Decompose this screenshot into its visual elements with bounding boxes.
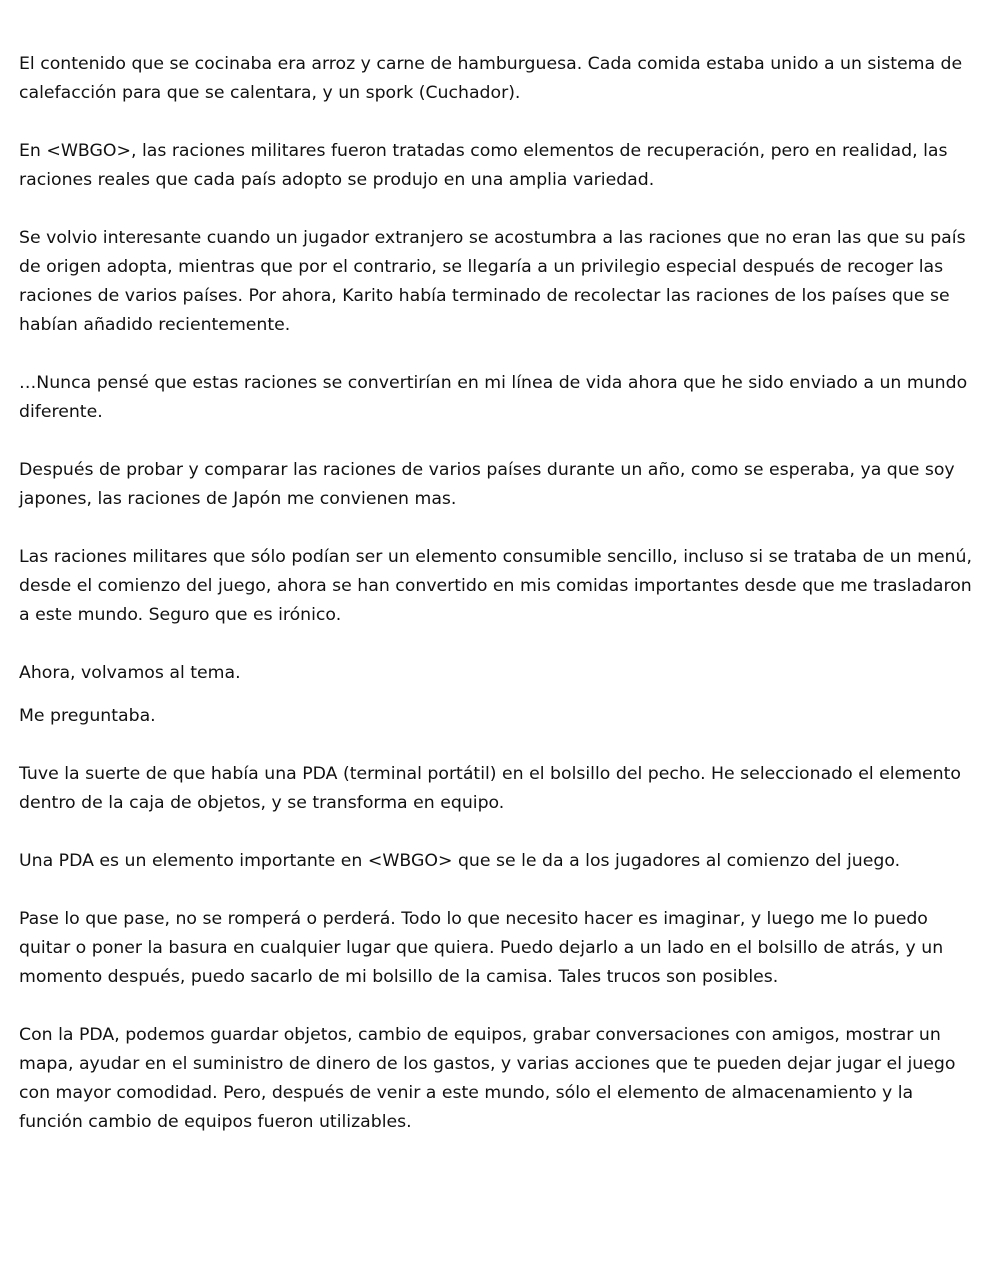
paragraph: …Nunca pensé que estas raciones se convertirían en mi línea de vida ahora que he sido enviado a un mundo diferente. <box>19 373 968 422</box>
paragraph: Una PDA es un elemento importante en <WBGO> que se le da a los jugadores al comienzo del juego. <box>19 851 901 871</box>
document-body <box>19 50 981 1166</box>
paragraph: Tuve la suerte de que había una PDA (terminal portátil) en el bolsillo del pecho. He seleccionado el elemento dentro de la caja de objetos, y se transforma en equipo. <box>19 764 961 813</box>
paragraph: Las raciones militares que sólo podían ser un elemento consumible sencillo, incluso si se trataba de un menú, desde el comienzo del juego, ahora se han convertido en mis comidas importantes desde que me trasladaron a este mundo. Seguro que es irónico. <box>19 547 972 625</box>
paragraph: Se volvio interesante cuando un jugador extranjero se acostumbra a las raciones que no eran las que su país de origen adopta, mientras que por el contrario, se llegaría a un privilegio especial después de recoger las raciones de varios países. Por ahora, Karito había terminado de recolectar las raciones de los países que se habían añadido recientemente. <box>19 228 966 335</box>
paragraph: Me preguntaba. <box>19 706 156 726</box>
paragraph: El contenido que se cocinaba era arroz y carne de hamburguesa. Cada comida estaba unido a un sistema de calefacción para que se calentara, y un spork (Cuchador). <box>19 54 963 103</box>
paragraph: Después de probar y comparar las raciones de varios países durante un año, como se esperaba, ya que soy japones, las raciones de Japón me convienen mas. <box>19 460 955 509</box>
paragraph: Pase lo que pase, no se romperá o perderá. Todo lo que necesito hacer es imaginar, y luego me lo puedo quitar o poner la basura en cualquier lugar que quiera. Puedo dejarlo a un lado en el bolsillo de atrás, y un momento después, puedo sacarlo de mi bolsillo de la camisa. Tales trucos son posibles. <box>19 909 944 987</box>
paragraph: Con la PDA, podemos guardar objetos, cambio de equipos, grabar conversaciones con amigos, mostrar un mapa, ayudar en el suministro de dinero de los gastos, y varias acciones que te pueden dejar jugar el juego con mayor comodidad. Pero, después de venir a este mundo, sólo el elemento de almacenamiento y la función cambio de equipos fueron utilizables. <box>19 1025 956 1132</box>
paragraph: Ahora, volvamos al tema. <box>19 663 241 683</box>
paragraph: En <WBGO>, las raciones militares fueron tratadas como elementos de recuperación, pero en realidad, las raciones reales que cada país adopto se produjo en una amplia variedad. <box>19 141 948 190</box>
